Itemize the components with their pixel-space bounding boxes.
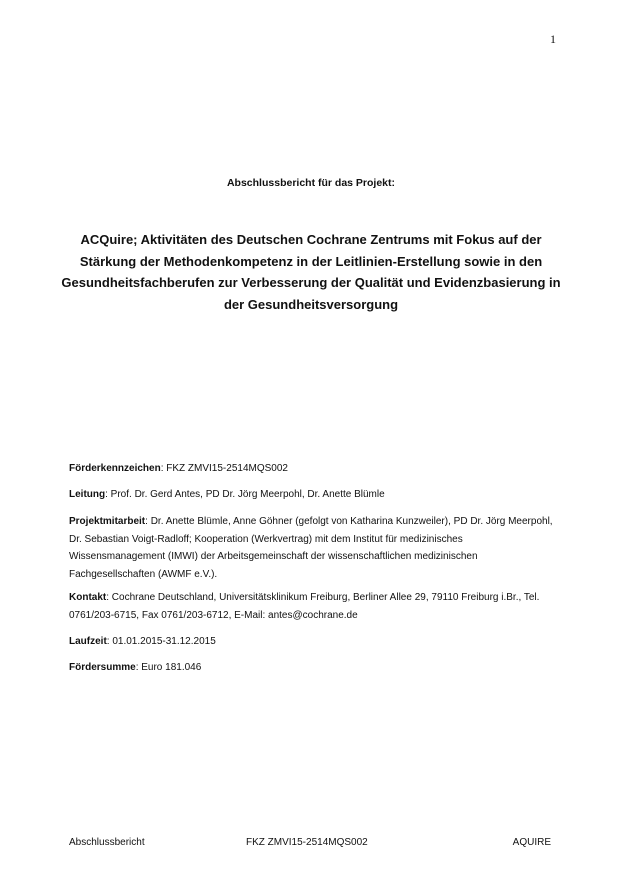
leadership-line [69,486,559,504]
leadership-label: Leitung [69,489,106,500]
project-staff-value: : Dr. Anette Blümle, Anne Göhner (gefolgt von Katharina Kunzweiler), PD Dr. Jörg Meerpohl, Dr. Sebastian Voigt-Radloff; Kooperation (Werkvertrag) mit dem Institut für medizinisches Wissensmanagement (IMWI) der Arbeitsgemeinschaft der wissenschaftlichen medizinischen Fachgesellschaften (AWMF e.V.). [69,516,553,580]
duration-label: Laufzeit [69,636,107,647]
contact-value: : Cochrane Deutschland, Universitätsklinikum Freiburg, Berliner Allee 29, 79110 Freiburg i.Br., Tel. 0761/203-6715, Fax 0761/203-6712, E-Mail: antes@cochrane.de [69,592,540,621]
project-staff-label: Projektmitarbeit [69,516,146,527]
contact-block [69,589,559,624]
report-label: Abschlussbericht für das Projekt: [226,177,396,189]
duration-line [69,633,559,651]
funding-amount-value: : Euro 181.046 [135,662,202,673]
funding-amount-label: Fördersumme [69,662,136,673]
footer-center: FKZ ZMVI15-2514MQS002 [246,837,368,848]
funding-code-label: Förderkennzeichen [69,463,161,474]
project-staff-block [69,513,559,583]
footer-left: Abschlussbericht [69,837,145,848]
contact-label: Kontakt [69,592,107,603]
leadership-value: : Prof. Dr. Gerd Antes, PD Dr. Jörg Meerpohl, Dr. Anette Blümle [105,489,385,500]
funding-code-line [69,460,559,478]
footer-right: AQUIRE [512,837,551,848]
funding-amount-line [69,659,559,677]
duration-value: : 01.01.2015-31.12.2015 [106,636,216,647]
funding-code-value: : FKZ ZMVI15-2514MQS002 [160,463,288,474]
project-title: ACQuire; Aktivitäten des Deutschen Cochrane Zentrums mit Fokus auf der Stärkung der Methodenkompetenz in der Leitlinien-Erstellung sowie in den Gesundheitsfachberufen zur Verbesserung der Qualität und Evidenzbasierung in der Gesundheitsversorgung [61,232,561,312]
page-number: 1 [550,32,556,46]
